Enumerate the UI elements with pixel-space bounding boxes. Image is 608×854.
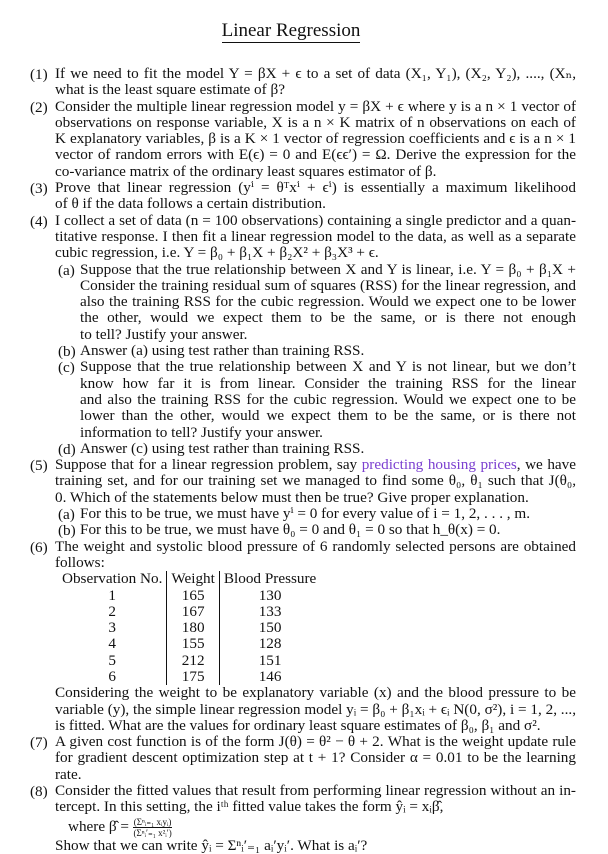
text-line: 0. Which of the statements below must then be true? Give proper explanation. — [55, 488, 529, 506]
text-line: Answer (a) using test rather than training RSS. — [80, 342, 365, 360]
text-line: titative response. I then fit a linear regression model to the data, as well as a separate — [55, 228, 576, 245]
question-1 — [0, 66, 576, 99]
observation-table — [58, 571, 320, 685]
sub-question-label: (b) — [58, 522, 76, 540]
table-row — [58, 636, 320, 652]
table-cell: 5 — [108, 651, 116, 669]
question-7 — [0, 734, 576, 783]
table-header: Blood Pressure — [219, 571, 320, 587]
question-3 — [0, 180, 576, 213]
sub-question-label: (d) — [58, 440, 76, 458]
question-number: (3) — [30, 180, 48, 198]
beta-hat-definition — [55, 816, 576, 838]
table-header: Observation No. — [62, 570, 163, 588]
text-line: tercept. In this setting, the iᵗʰ fitted value takes the form ŷᵢ = xᵢβ̂, — [55, 798, 444, 816]
question-number: (8) — [30, 783, 48, 801]
fraction-numerator: (Σⁿᵢ₌₁ xᵢyᵢ) — [133, 816, 172, 827]
text-line: vector of random errors with E(ϵ) = 0 and E(ϵϵ′) = Ω. Derive the expression for the — [55, 147, 576, 164]
text-line: what is the least square estimate of β? — [55, 81, 285, 99]
sub-question — [55, 522, 576, 538]
fraction — [133, 817, 173, 838]
table-cell: 128 — [219, 636, 320, 652]
sub-question-label: (c) — [58, 359, 75, 377]
table-cell: 167 — [167, 604, 220, 620]
table-cell: 6 — [108, 667, 116, 685]
text-segment: Suppose that for a linear regression problem, say — [55, 457, 362, 474]
text-line: Answer (c) using test rather than training RSS. — [80, 439, 365, 457]
table-row — [58, 653, 320, 669]
text-line: Show that we can write ŷᵢ = Σⁿᵢ′₌₁ aᵢ′yᵢ′. What is aᵢ′? — [55, 836, 368, 854]
text-line: also the training RSS for the cubic regression. Would we expect one to be lower — [80, 294, 576, 311]
table-cell: 165 — [167, 588, 220, 604]
table-header: Weight — [167, 571, 220, 587]
table-cell: 180 — [167, 620, 220, 636]
text-line: For this to be true, we must have yⁱ = 0 for every value of i = 1, 2, . . . , m. — [80, 505, 530, 523]
sub-question — [55, 506, 576, 522]
text-segment: , we have — [516, 457, 576, 474]
sub-question-label: (a) — [58, 506, 75, 524]
text-line: to tell? Justify your answer. — [80, 325, 248, 343]
text-line: K explanatory variables, β is a K × 1 vector of regression coefficients and ϵ is a n × 1 — [55, 131, 576, 148]
text-line: know how far it is from linear. Consider the training RSS for the linear — [80, 375, 576, 392]
fraction-denominator: (Σⁿᵢ′₌₁ x²ᵢ′) — [133, 827, 172, 838]
text-line: A given cost function is of the form J(θ) = θ² − θ + 2. What is the weight update rule — [55, 734, 576, 751]
table-cell: 3 — [108, 619, 116, 637]
text-line: If we need to fit the model Y = βX + ϵ to a set of data (X₁, Y₁), (X₂, Y₂), ...., (Xₙ, — [55, 66, 576, 82]
table-cell: 146 — [219, 669, 320, 685]
table-row — [58, 620, 320, 636]
question-8 — [0, 783, 576, 854]
text-line: Suppose that the true relationship between X and Y is not linear, but we don’t — [80, 359, 576, 376]
where-prefix: where β̂ = — [68, 817, 133, 835]
question-2 — [0, 99, 576, 180]
text-line: for gradient descent optimization step at t + 1? Consider α = 0.01 to be the learning — [55, 750, 576, 767]
question-number: (5) — [30, 457, 48, 475]
table-cell: 150 — [219, 620, 320, 636]
text-line: observations on response variable, X is a n × K matrix of n observations on each of — [55, 114, 576, 131]
question-number: (4) — [30, 212, 48, 230]
sub-question — [55, 441, 576, 457]
question-number: (7) — [30, 734, 48, 752]
table-cell: 133 — [219, 604, 320, 620]
question-number: (2) — [30, 98, 48, 116]
table-cell: 155 — [167, 636, 220, 652]
text-line: For this to be true, we must have θ₀ = 0 and θ₁ = 0 so that h_θ(x) = 0. — [80, 521, 501, 539]
text-line: and also the training RSS for the cubic regression. Would we expect one to be — [80, 391, 576, 408]
text-line: Prove that linear regression (yⁱ = θᵀxⁱ + ϵⁱ) is essentially a maximum likelihood — [55, 180, 576, 197]
text-line: lower than the other, would we expect them to be the same, or is there not — [80, 408, 576, 425]
table-row — [58, 604, 320, 620]
table-cell: 2 — [108, 602, 116, 620]
table-row — [58, 669, 320, 685]
sub-question — [55, 262, 576, 343]
text-line: Considering the weight to be explanatory variable (x) and the blood pressure to be — [55, 685, 576, 702]
question-5 — [0, 457, 576, 538]
question-number: (1) — [30, 66, 48, 83]
text-line: follows: — [55, 553, 105, 571]
text-line: of θ if the data follows a certain distribution. — [55, 195, 326, 213]
sub-question-label: (b) — [58, 343, 76, 361]
text-line: Consider the multiple linear regression model y = βX + ϵ where y is a n × 1 vector of — [55, 98, 576, 115]
text-line — [55, 457, 576, 473]
text-line: cubic regression, i.e. Y = β₀ + β₁X + β₂X² + β₃X³ + ϵ. — [55, 244, 379, 262]
table-cell: 212 — [167, 653, 220, 669]
table-cell: 175 — [167, 669, 220, 685]
sub-question-label: (a) — [58, 261, 75, 279]
text-line: is fitted. What are the values for ordinary least square estimates of β₀, β₁ and σ². — [55, 716, 541, 734]
table-cell: 1 — [108, 586, 116, 604]
table-cell: 4 — [108, 635, 116, 653]
table-cell: 151 — [219, 653, 320, 669]
sub-question — [55, 343, 576, 359]
text-line: rate. — [55, 765, 82, 783]
text-line: co-variance matrix of the ordinary least squares estimator of β. — [55, 162, 437, 180]
text-line: information to tell? Justify your answer. — [80, 423, 323, 441]
text-line: I collect a set of data (n = 100 observations) containing a single predictor and a quan- — [55, 212, 576, 229]
question-number: (6) — [30, 538, 48, 556]
text-line: The weight and systolic blood pressure of 6 randomly selected persons are obtained — [55, 538, 576, 555]
text-line: variable (y), the simple linear regression model yᵢ = β₀ + β₁xᵢ + ϵᵢ N(0, σ²), i = 1, 2, ..., — [55, 701, 576, 718]
text-line: training set, and for our training set we managed to find some θ₀, θ₁ such that J(θ₀, — [55, 473, 576, 490]
text-line: the other, would we expect them to be the same, or is there not enough — [80, 310, 576, 327]
question-4 — [0, 213, 576, 457]
link-predicting-housing-prices[interactable]: predicting housing prices — [361, 457, 517, 474]
question-6 — [0, 539, 576, 735]
table-row — [58, 588, 320, 604]
text-line: Consider the training residual sum of squares (RSS) for the linear regression, and — [80, 277, 576, 294]
table-cell: 130 — [219, 588, 320, 604]
question-list — [0, 66, 608, 854]
text-line: Consider the fitted values that result from performing linear regression without an in- — [55, 783, 576, 800]
document-title: Linear Regression — [221, 20, 361, 41]
text-line: Suppose that the true relationship between X and Y is linear, i.e. Y = β₀ + β₁X + — [80, 261, 576, 278]
sub-question — [55, 359, 576, 440]
